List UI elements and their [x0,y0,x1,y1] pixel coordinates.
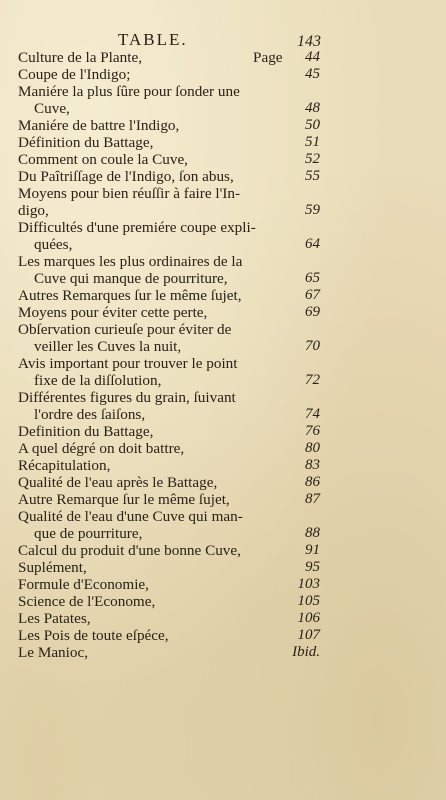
toc-entry [18,355,320,372]
toc-entry-page: 95 [305,559,320,575]
toc-entry [18,627,320,644]
toc-entry-title: Culture de la Plante, [18,49,142,66]
toc-entry [18,338,320,355]
toc-entry-title: fixe de la diſſolution, [34,372,162,389]
toc-entry-title: Récapitulation, [18,457,111,474]
toc-entry-page: 107 [297,627,320,643]
toc-entry-title: Le Manioc, [18,644,89,661]
toc-entry-title: Difficultés d'une premiére coupe expli- [18,219,256,236]
toc-entry [18,457,320,474]
toc-entry-title: Du Paîtriſſage de l'Indigo, ſon abus, [18,168,234,185]
toc-entry-title: Science de l'Econome, [18,593,156,610]
toc-entry-page: 44 [305,49,320,65]
toc-entry-title: Avis important pour trouver le point [18,355,238,372]
toc-entry-title: quées, [34,236,73,253]
toc-entry-page: 72 [305,372,320,388]
toc-entry-page: 69 [305,304,320,320]
toc-entry [18,389,320,406]
toc-entry [18,474,320,491]
toc-entry [18,185,320,202]
toc-entry-title: l'ordre des ſaiſons, [34,406,146,423]
toc-entry-title: Maniére de battre l'Indigo, [18,117,180,134]
toc-entry-title: Qualité de l'eau après le Battage, [18,474,218,491]
toc-entry [18,83,320,100]
toc-entry [18,304,320,321]
toc-entry [18,321,320,338]
running-title: TABLE. [118,30,188,49]
toc-entry-page: 76 [305,423,320,439]
toc-entry [18,610,320,627]
toc-entry [18,372,320,389]
table-of-contents [18,49,320,661]
toc-entry-page: 67 [305,287,320,303]
toc-entry [18,202,320,219]
toc-page-label: Page [253,49,283,66]
toc-entry-page: Ibid. [292,644,320,660]
toc-entry-title: Qualité de l'eau d'une Cuve qui man- [18,508,243,525]
toc-entry [18,406,320,423]
toc-entry-title: Différentes figures du grain, ſuivant [18,389,236,406]
toc-entry [18,423,320,440]
toc-entry-title: Moyens pour éviter cette perte, [18,304,208,321]
toc-entry [18,559,320,576]
toc-entry [18,168,320,185]
toc-entry-title: Autre Remarque ſur le même ſujet, [18,491,230,508]
toc-entry [18,151,320,168]
toc-entry-page: 83 [305,457,320,473]
toc-entry-title: Les Patates, [18,610,91,627]
toc-entry-page: 50 [305,117,320,133]
toc-entry [18,287,320,304]
toc-entry-page: 70 [305,338,320,354]
toc-entry [18,219,320,236]
toc-entry [18,117,320,134]
toc-entry-title: Comment on coule la Cuve, [18,151,188,168]
toc-entry [18,253,320,270]
toc-entry-page: 86 [305,474,320,490]
toc-entry-page: 103 [297,576,320,592]
toc-entry-page: 48 [305,100,320,116]
toc-entry-page: 45 [305,66,320,82]
toc-entry-title: veiller les Cuves la nuit, [34,338,182,355]
toc-entry-title: Maniére la plus ſûre pour ſonder une [18,83,240,100]
toc-entry [18,576,320,593]
toc-entry-title: Moyens pour bien réuſſir à faire l'In- [18,185,241,202]
toc-entry [18,66,320,83]
toc-entry-title: Calcul du produit d'une bonne Cuve, [18,542,241,559]
toc-entry [18,236,320,253]
toc-entry-page: 65 [305,270,320,286]
toc-entry [18,593,320,610]
toc-entry-page: 55 [305,168,320,184]
toc-entry-page: 80 [305,440,320,456]
toc-entry [18,134,320,151]
page-number: 143 [297,33,321,50]
toc-entry-title: Cuve, [34,100,70,117]
toc-entry [18,525,320,542]
toc-entry [18,100,320,117]
toc-entry [18,508,320,525]
toc-entry-title: Suplément, [18,559,87,576]
toc-entry-title: Obſervation curieuſe pour éviter de [18,321,232,338]
toc-entry-title: digo, [18,202,49,219]
toc-entry-page: 74 [305,406,320,422]
toc-entry-page: 88 [305,525,320,541]
toc-entry-page: 91 [305,542,320,558]
toc-entry [18,491,320,508]
toc-entry-title: Definition du Battage, [18,423,154,440]
toc-entry-page: 64 [305,236,320,252]
toc-entry-page: 51 [305,134,320,150]
toc-entry-title: Définition du Battage, [18,134,154,151]
toc-entry-title: Les Pois de toute eſpéce, [18,627,169,644]
toc-entry-page: 52 [305,151,320,167]
toc-entry-title: Formule d'Economie, [18,576,149,593]
toc-entry-page: 59 [305,202,320,218]
toc-entry [18,644,320,661]
toc-entry-title: Les marques les plus ordinaires de la [18,253,243,270]
toc-entry-page: 87 [305,491,320,507]
toc-entry-page: 105 [297,593,320,609]
toc-entry [18,49,320,66]
toc-entry-title: Coupe de l'Indigo; [18,66,131,83]
toc-entry-page: 106 [297,610,320,626]
toc-entry-title: A quel dégré on doit battre, [18,440,185,457]
toc-entry [18,440,320,457]
toc-entry [18,542,320,559]
toc-entry-title: que de pourriture, [34,525,143,542]
toc-entry-title: Cuve qui manque de pourriture, [34,270,228,287]
toc-entry [18,270,320,287]
toc-entry-title: Autres Remarques ſur le même ſujet, [18,287,242,304]
